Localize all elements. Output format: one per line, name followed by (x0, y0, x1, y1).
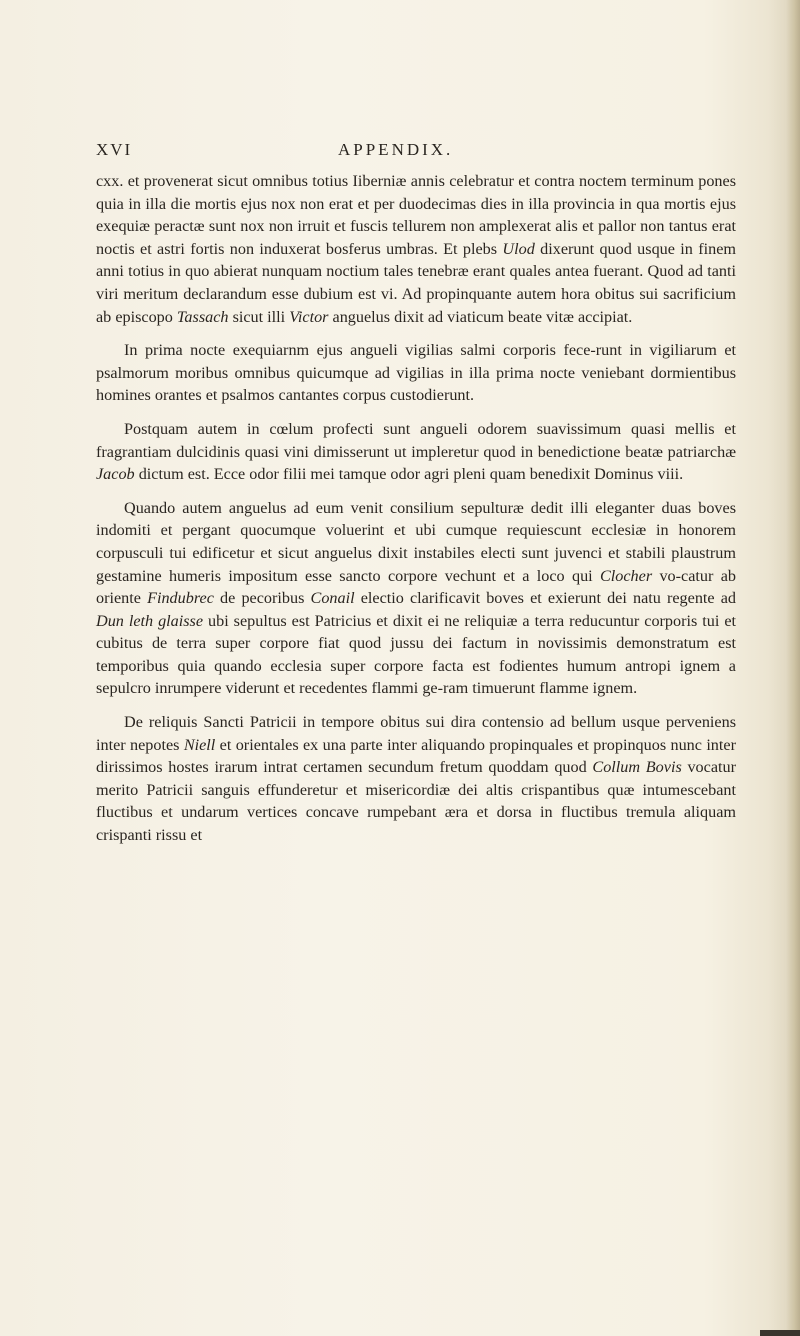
page-edge-shadow (786, 0, 800, 1336)
text-segment: anguelus dixit ad viaticum beate vitæ accipiat. (328, 307, 633, 326)
text-segment-italic: Conail (310, 589, 355, 608)
paragraph (96, 497, 736, 700)
text-segment: et orientales ex una parte inter aliquando propinquales et propinquos nunc inter dirissimos hostes irarum intrat certamen secundum fretum quoddam quod (96, 735, 736, 777)
text-segment: In prima nocte exequiarnm ejus angueli vigilias salmi corporis fece-runt in vigiliarum et psalmorum moribus omnibus quicumque ad vigilias in illa prima nocte veniebant dormientibus homines orantes et psalmos cantantes corpus custodierunt. (96, 341, 736, 405)
text-segment: dictum est. Ecce odor filii mei tamque odor agri pleni quam benedixit Dominus viii. (134, 465, 684, 484)
text-segment: ubi sepultus est Patricius et dixit ei ne reliquiæ a terra reducuntur corporis tui et cubitus de terra super corpore fiat quod jussu dei factum in novissimis demonstratum est temporibus quia quando ecclesia super corpore facta est fodientes humum antropi ignem a sepulcro inrumpere viderunt et recedentes flammi ge-ram timuerunt flamme ignem. (96, 611, 736, 698)
text-segment: cxx. et provenerat sicut omnibus totius Iiberniæ annis celebratur et contra noctem terminum pones quia in illa die mortis ejus nox non erat et per duodecimas dies in illa provincia in qua mortis ejus exequiæ peractæ sunt nox non irruit et fuscis tellurem non amplexerat alis et pallor non tantus erat noctis et astri fortis non induxerat bosferus umbras. Et plebs (96, 172, 736, 258)
paragraph (96, 711, 736, 847)
text-segment-italic: Ulod (502, 239, 535, 258)
text-segment: Quando autem anguelus ad eum venit consilium sepulturæ dedit illi eleganter duas boves indomiti et pergant quocumque voluerint et ubi cumque requiescunt ecclesiæ in honorem corpusculi tui edificetur et sicut anguelus dixit instabiles electi sunt juvenci et stabili plaustrum gestamine humeris impositum esse sancto corpore vechunt et a loco qui (96, 498, 736, 585)
text-segment-italic: Clocher (599, 566, 653, 585)
text-segment: de pecoribus (213, 589, 311, 608)
paragraph (96, 170, 736, 328)
text-segment-italic: Dun leth glaisse (96, 611, 204, 630)
text-segment: dixerunt quod usque in finem anni totius in quo abierat nunquam noctium tales tenebræ erant quales antea fuerant. Quod ad tanti viri meritum declarandum esse dubium est vi. Ad propinquante autem hora obitus sui sacrificium ab episcopo (96, 239, 736, 326)
paragraph (96, 339, 736, 407)
text-segment-italic: Victor (289, 307, 329, 326)
scan-artifact (760, 1330, 800, 1336)
text-segment-italic: Collum Bovis (592, 758, 682, 777)
running-head-title: APPENDIX. (338, 140, 454, 159)
text-segment: vo-catur ab oriente (96, 566, 736, 608)
text-segment: De reliquis Sancti Patricii in tempore obitus sui dira contensio ad bellum usque perveniens inter nepotes (96, 713, 736, 754)
paragraph (96, 418, 736, 486)
text-segment-italic: Niell (183, 735, 216, 754)
text-segment-italic: Findubrec (147, 589, 214, 608)
text-segment: electio clarificavit boves et exierunt dei natu regente ad (354, 589, 736, 608)
text-segment: sicut illi (228, 307, 290, 326)
text-segment: Postquam autem in cœlum profecti sunt angueli odorem suavissimum quasi mellis et fragrantiam dulcidinis quasi vini dimisserunt ut impleretur quod in benedictione beatæ patriarchæ (96, 419, 736, 461)
page-number: XVI (96, 140, 133, 159)
text-segment: vocatur merito Patricii sanguis effunderetur et misericordiæ dei altis crispantibus quæ intumescebant fluctibus et undarum vertices concave rumpebant æra et dorsa in fluctibus tremula aliquam crispanti rissu et (96, 758, 736, 845)
text-segment-italic: Jacob (96, 465, 135, 484)
body-text (96, 170, 736, 858)
running-head (96, 140, 736, 162)
text-segment-italic: Tassach (176, 307, 229, 326)
